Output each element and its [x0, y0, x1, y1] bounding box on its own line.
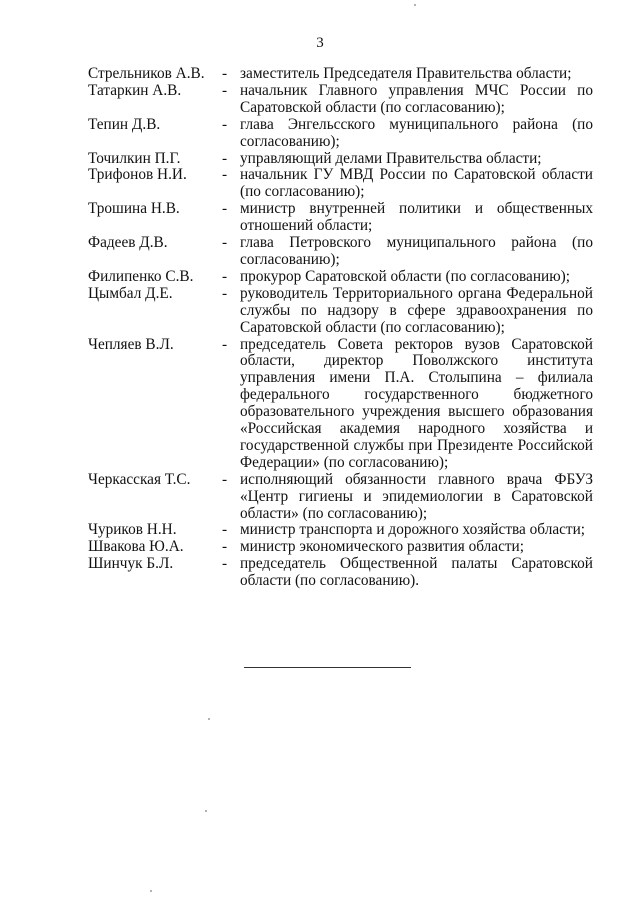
- member-position: заместитель Председателя Правительства области;: [240, 65, 572, 82]
- member-name: Точилкин П.Г.: [88, 149, 181, 167]
- dash-separator: -: [222, 267, 228, 285]
- list-item: [88, 235, 593, 269]
- member-name: Трифонов Н.И.: [88, 166, 187, 184]
- member-position: министр внутренней политики и общественных отношений области;: [240, 200, 593, 235]
- member-name: Трошина Н.В.: [88, 200, 180, 218]
- member-name: Чуриков Н.Н.: [88, 521, 177, 539]
- member-name: Черкасская Т.С.: [88, 470, 191, 488]
- member-name: Швакова Ю.А.: [88, 538, 184, 556]
- dash-separator: -: [222, 538, 228, 556]
- dash-separator: -: [222, 149, 228, 167]
- list-item: [88, 337, 593, 472]
- member-name: Чепляев В.Л.: [88, 335, 174, 353]
- dash-separator: -: [222, 470, 228, 488]
- list-item: [88, 151, 593, 168]
- member-position: управляющий делами Правительства области;: [240, 149, 542, 167]
- list-item: [88, 117, 593, 151]
- list-item: [88, 201, 593, 235]
- member-name: Шинчук Б.Л.: [88, 555, 174, 573]
- member-position: глава Петровского муниципального района (по согласованию);: [240, 234, 593, 268]
- page-number: 3: [316, 35, 324, 51]
- scan-speck: [208, 718, 210, 720]
- scan-speck: [150, 890, 152, 892]
- dash-separator: -: [222, 81, 228, 99]
- closing-rule: [244, 667, 411, 668]
- dash-separator: -: [222, 521, 228, 539]
- list-item: [88, 66, 593, 83]
- list-item: [88, 522, 593, 539]
- scan-speck: [205, 810, 207, 812]
- member-name: Тепин Д.В.: [88, 115, 161, 133]
- dash-separator: -: [222, 65, 228, 82]
- member-position: начальник ГУ МВД России по Саратовской области (по согласованию);: [240, 166, 593, 201]
- dash-separator: -: [222, 335, 228, 353]
- list-item: [88, 167, 593, 201]
- dash-separator: -: [222, 115, 228, 133]
- list-item: [88, 269, 593, 286]
- member-list: [88, 66, 593, 590]
- member-name: Фадеев Д.В.: [88, 234, 168, 252]
- dash-separator: -: [222, 555, 228, 573]
- member-position: председатель Общественной палаты Саратовской области (по согласованию).: [240, 555, 593, 590]
- member-name: Филипенко С.В.: [88, 267, 194, 285]
- list-item: [88, 539, 593, 556]
- member-position: руководитель Территориального органа Федеральной службы по надзору в сфере здравоохранения по Саратовской области (по согласованию);: [240, 284, 593, 336]
- dash-separator: -: [222, 200, 228, 218]
- member-position: глава Энгельсского муниципального района (по согласованию);: [240, 115, 593, 150]
- list-item: [88, 83, 593, 117]
- member-position: министр транспорта и дорожного хозяйства области;: [240, 521, 586, 539]
- dash-separator: -: [222, 166, 228, 184]
- member-position: исполняющий обязанности главного врача ФБУЗ «Центр гигиены и эпидемиологии в Саратовской области» (по согласованию);: [240, 470, 593, 522]
- member-name: Татаркин А.В.: [88, 81, 182, 99]
- member-position: начальник Главного управления МЧС России по Саратовской области (по согласованию);: [240, 81, 593, 116]
- member-name: Стрельников А.В.: [88, 65, 205, 82]
- member-position: министр экономического развития области;: [240, 538, 524, 556]
- member-position: прокурор Саратовской области (по согласованию);: [240, 267, 570, 285]
- dash-separator: -: [222, 284, 228, 302]
- list-item: [88, 556, 593, 590]
- dash-separator: -: [222, 234, 228, 252]
- scan-speck: [414, 4, 416, 6]
- list-item: [88, 286, 593, 337]
- list-item: [88, 472, 593, 523]
- member-position: председатель Совета ректоров вузов Саратовской области, директор Поволжского института управления имени П.А. Столыпина – филиала федерального государственного бюджетного образовательного учреждения высшего образования «Российская академия народного хозяйства и государственной службы при Президенте Российской Федерации» (по согласованию);: [240, 335, 593, 471]
- member-name: Цымбал Д.Е.: [88, 284, 173, 302]
